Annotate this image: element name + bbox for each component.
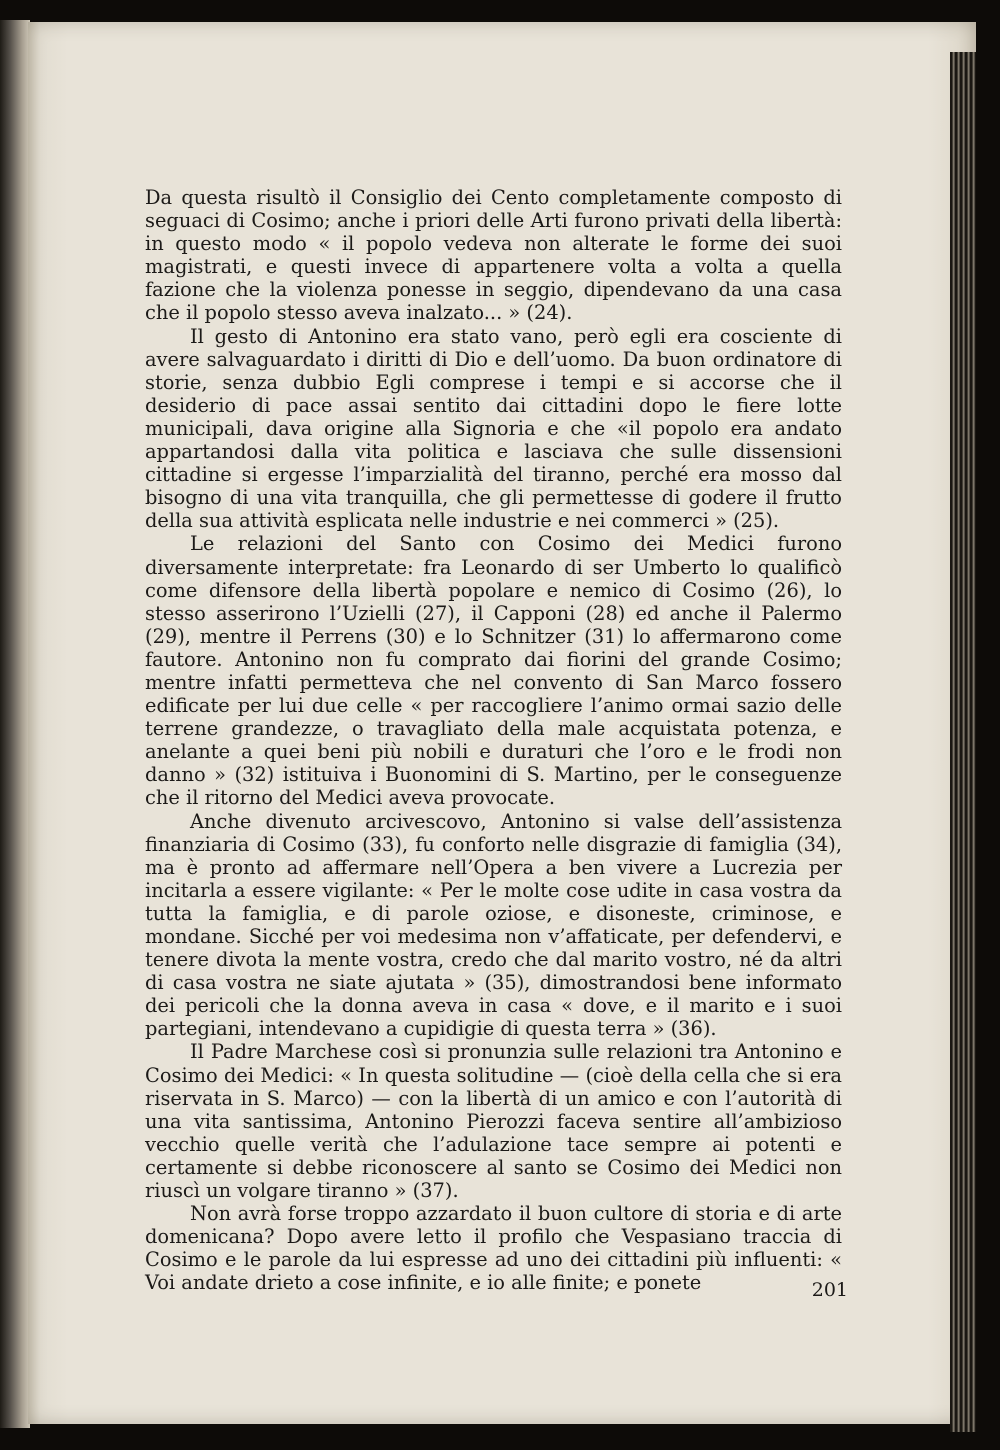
binding-edge — [0, 20, 30, 1428]
paragraph-3: Le relazioni del Santo con Cosimo dei Medici furono diversamente interpretate: fra Leonardo di ser Umberto lo qualificò come difensore della libertà popolare e nemico di Cosimo (26), lo stesso asserirono l’Uzielli (27), il Capponi (28) ed anche il Palermo (29), mentre il Perrens (30) e lo Schnitzer (31) lo affermarono come fautore. Antonino non fu comprato dai fiorini del grande Cosimo; mentre infatti permetteva che nel convento di San Marco fossero edificate per lui due celle « per raccogliere l’animo ormai sazio delle terrene grandezze, o travagliato della male acquistata potenza, e anelante a quei beni più nobili e duraturi che l’oro e le frodi non danno » (32) istituiva i Buonomini di S. Martino, per le conseguenze che il ritorno del Medici aveva provocate. — [145, 532, 842, 810]
paragraph-6: Non avrà forse troppo azzardato il buon cultore di storia e di arte domenicana? Dopo avere letto il profilo che Vespasiano traccia di Cosimo e le parole da lui espresse ad uno dei cittadini più influenti: « Voi andate drieto a cose infinite, e io alle finite; e ponete — [145, 1202, 842, 1295]
paragraph-1: Da questa risultò il Consiglio dei Cento completamente composto di seguaci di Cosimo; anche i priori delle Arti furono privati della libertà: in questo modo « il popolo vedeva non alterate le forme dei suoi magistrati, e questi invece di appartenere volta a volta a quella fazione che la violenza ponesse in seggio, dipendevano da una casa che il popolo stesso aveva inalzato... » (24). — [145, 186, 842, 325]
paragraph-2: Il gesto di Antonino era stato vano, però egli era cosciente di avere salvaguardato i diritti di Dio e dell’uomo. Da buon ordinatore di storie, senza dubbio Egli comprese i tempi e si accorse che il desiderio di pace assai sentito dai cittadini dopo le fiere lotte municipali, dava origine alla Signoria e che «il popolo era andato appartandosi dalla vita politica e lasciava che sulle dissensioni cittadine si ergesse l’imparzialità del tiranno, perché era mosso dal bisogno di una vita tranquilla, che gli permettesse di godere il frutto della sua attività esplicata nelle industrie e nei commerci » (25). — [145, 324, 842, 533]
page-edges — [950, 52, 976, 1432]
paragraph-4: Anche divenuto arcivescovo, Antonino si valse dell’assistenza finanziaria di Cosimo (33), fu conforto nelle disgrazie di famiglia (34), ma è pronto ad affermare nell’Opera a ben vivere a Lucrezia per incitarla a essere vigilante: « Per le molte cose udite in casa vostra da tutta la famiglia, e di parole oziose, e disoneste, criminose, e mondane. Sicché per voi medesima non v’affaticate, per defendervi, e tenere divota la mente vostra, credo che dal marito vostro, né da altri di casa vostra ne siate ajutata » (35), dimostrandosi bene informato dei pericoli che la donna aveva in casa « dove, e il marito e i suoi partegiani, intendevano a cupidigie di questa terra » (36). — [145, 809, 842, 1041]
paragraph-5: Il Padre Marchese così si pronunzia sulle relazioni tra Antonino e Cosimo dei Medici: « In questa solitudine — (cioè della cella che si era riservata in S. Marco) — con la libertà di un amico e con l’autorità di una vita santissima, Antonino Pierozzi faceva sentire all’ambizioso vecchio quelle verità che l’adulazione tace sempre ai potenti e certamente si debbe riconoscere al santo se Cosimo dei Medici non riuscì un volgare tiranno » (37). — [145, 1040, 842, 1203]
page-number: 201 — [811, 1279, 848, 1301]
body-text — [145, 186, 842, 1295]
